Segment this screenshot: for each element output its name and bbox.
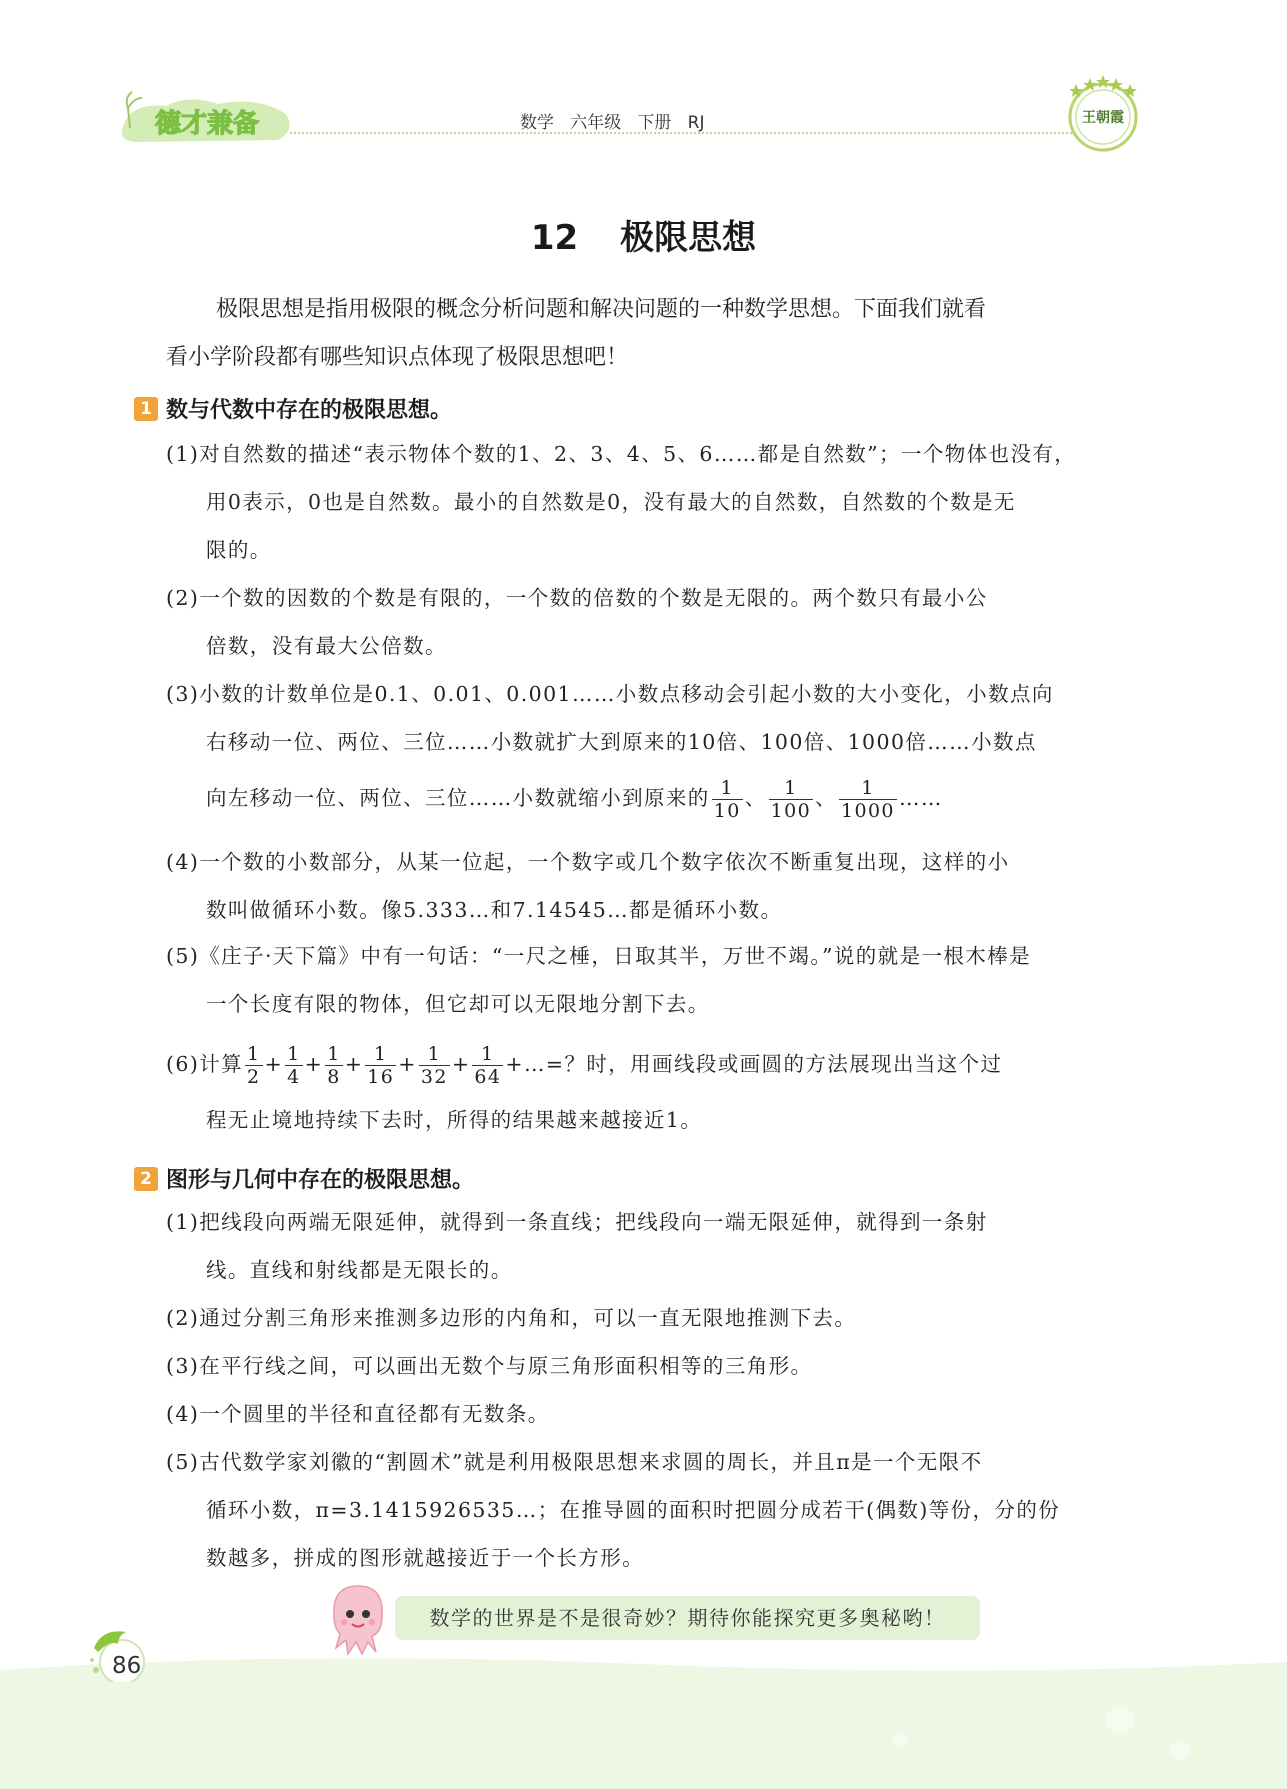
list-item bbox=[166, 430, 1128, 574]
section-number-badge: 2 bbox=[134, 1167, 158, 1191]
header-divider bbox=[290, 132, 1080, 134]
item-line: 右移动一位、两位、三位……小数就扩大到原来的10倍、100倍、1000倍……小数点 bbox=[206, 730, 1037, 754]
section-number-badge: 1 bbox=[134, 397, 158, 421]
fraction: $\frac{1}{2}$ bbox=[247, 1043, 261, 1088]
footer-decoration bbox=[0, 1640, 1287, 1789]
page-title bbox=[0, 210, 1287, 259]
fraction: $\frac{1}{100}$ bbox=[770, 777, 812, 822]
item-line: 程无止境地持续下去时，所得的结果越来越接近1。 bbox=[206, 1108, 703, 1132]
logo bbox=[118, 90, 296, 148]
intro-line: 看小学阶段都有哪些知识点体现了极限思想吧！ bbox=[166, 345, 629, 370]
item-line: (2)通过分割三角形来推测多边形的内角和，可以一直无限地推测下去。 bbox=[166, 1306, 857, 1330]
fraction: $\frac{1}{1000}$ bbox=[840, 777, 895, 822]
section-heading bbox=[134, 393, 452, 424]
list-item bbox=[166, 670, 1128, 830]
item-line: 向左移动一位、两位、三位……小数就缩小到原来的 $\frac{1}{10}$ 、 $\frac{1}{100}$ 、 $\frac{1}{1000}$ …… bbox=[206, 777, 943, 822]
section-heading-text: 数与代数中存在的极限思想。 bbox=[166, 398, 453, 423]
fraction: $\frac{1}{16}$ bbox=[367, 1043, 395, 1088]
title-text: 极限思想 bbox=[620, 218, 757, 258]
item-line: (3)在平行线之间，可以画出无数个与原三角形面积相等的三角形。 bbox=[166, 1354, 813, 1378]
list-item bbox=[166, 1342, 1128, 1390]
fraction: $\frac{1}{4}$ bbox=[287, 1043, 301, 1088]
item-line: 数叫做循环小数。像5.333…和7.14545…都是循环小数。 bbox=[206, 898, 783, 922]
item-line: (1)把线段向两端无限延伸，就得到一条直线；把线段向一端无限延伸，就得到一条射 bbox=[166, 1210, 988, 1234]
item-line: 循环小数，π=3.1415926535…；在推导圆的面积时把圆分成若干(偶数)等份，分的份 bbox=[206, 1498, 1061, 1522]
page-number: 86 bbox=[112, 1653, 142, 1679]
fraction: $\frac{1}{10}$ bbox=[713, 777, 741, 822]
list-item bbox=[166, 1438, 1128, 1582]
list-item bbox=[166, 1032, 1128, 1144]
item-line: (4)一个数的小数部分，从某一位起，一个数字或几个数字依次不断重复出现，这样的小 bbox=[166, 850, 1010, 874]
section-heading-text: 图形与几何中存在的极限思想。 bbox=[166, 1168, 475, 1193]
item-line: (6)计算 $\frac{1}{2}$ + $\frac{1}{4}$ + $\frac{1}{8}$ + $\frac{1}{16}$ + $\frac{1}{32}$ + $\frac{1}{64}$ +…=？时，用画线段或画圆的方法展现出当这个过 bbox=[166, 1043, 1003, 1088]
seal-text: 王朝霞 bbox=[1082, 110, 1124, 126]
list-item bbox=[166, 1390, 1128, 1438]
item-line: (1)对自然数的描述“表示物体个数的1、2、3、4、5、6……都是自然数”；一个物体也没有， bbox=[166, 442, 1077, 466]
intro-line: 极限思想是指用极限的概念分析问题和解决问题的一种数学思想。下面我们就看 bbox=[216, 297, 987, 322]
item-line: (3)小数的计数单位是0.1、0.01、0.001……小数点移动会引起小数的大小变化，小数点向 bbox=[166, 682, 1054, 706]
item-text: 向左移动一位、两位、三位……小数就缩小到原来的 bbox=[206, 786, 710, 810]
item-line: (5)《庄子·天下篇》中有一句话：“一尺之棰，日取其半，万世不竭。”说的就是一根木棒是 bbox=[166, 944, 1031, 968]
title-number: 12 bbox=[530, 218, 579, 258]
item-line: 数越多，拼成的图形就越接近于一个长方形。 bbox=[206, 1546, 644, 1570]
list-item bbox=[166, 932, 1128, 1028]
item-line: (2)一个数的因数的个数是有限的，一个数的倍数的个数是无限的。两个数只有最小公 bbox=[166, 586, 988, 610]
item-line: (4)一个圆里的半径和直径都有无数条。 bbox=[166, 1402, 550, 1426]
item-line: (5)古代数学家刘徽的“割圆术”就是利用极限思想来求圆的周长，并且π是一个无限不 bbox=[166, 1450, 983, 1474]
list-item bbox=[166, 574, 1128, 670]
list-item bbox=[166, 838, 1128, 934]
fraction: $\frac{1}{32}$ bbox=[420, 1043, 448, 1088]
list-item bbox=[166, 1294, 1128, 1342]
header-subject: 数学 六年级 下册 RJ bbox=[520, 113, 705, 133]
fraction: $\frac{1}{64}$ bbox=[474, 1043, 502, 1088]
item-line: 一个长度有限的物体，但它却可以无限地分割下去。 bbox=[206, 992, 710, 1016]
item-line: 用0表示，0也是自然数。最小的自然数是0，没有最大的自然数，自然数的个数是无 bbox=[206, 490, 1016, 514]
item-line: 线。直线和射线都是无限长的。 bbox=[206, 1258, 513, 1282]
item-line: 倍数，没有最大公倍数。 bbox=[206, 634, 447, 658]
speech-bubble: 数学的世界是不是很奇妙？期待你能探究更多奥秘哟！ bbox=[395, 1596, 980, 1640]
item-line: 限的。 bbox=[206, 538, 272, 562]
section-heading bbox=[134, 1163, 474, 1194]
intro-paragraph bbox=[166, 286, 1128, 382]
list-item bbox=[166, 1198, 1128, 1294]
seal-icon bbox=[1062, 72, 1144, 154]
fraction: $\frac{1}{8}$ bbox=[327, 1043, 341, 1088]
logo-text: 德才兼备 bbox=[154, 109, 260, 139]
